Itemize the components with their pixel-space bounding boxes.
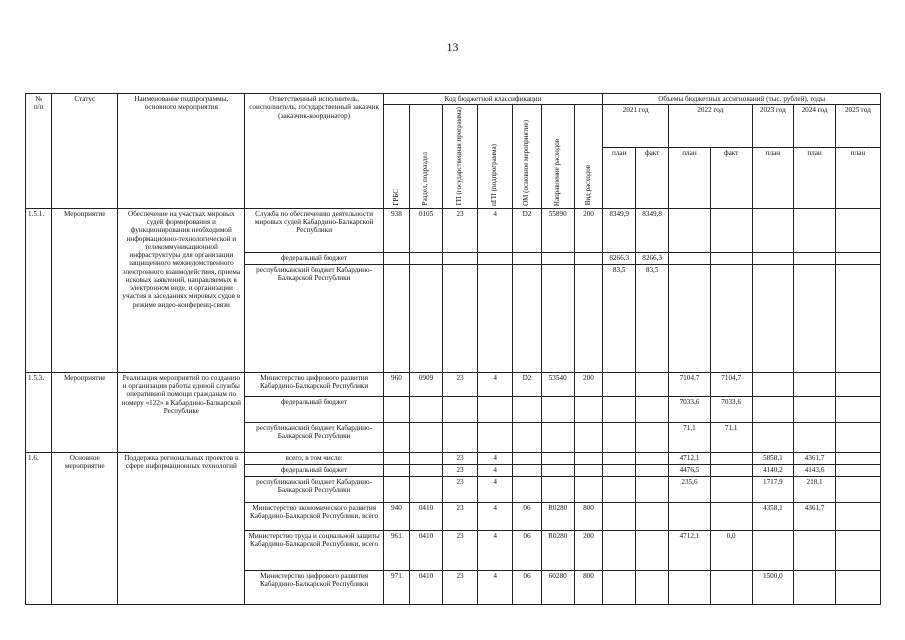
cell-p2023 (752, 422, 794, 452)
cell-pgp: 4 (478, 452, 513, 464)
cell-vid: 800 (574, 502, 603, 530)
cell-p2024 (794, 530, 836, 570)
cell-napr (541, 422, 574, 452)
header-code-label: ГП (государственная программа) (455, 107, 464, 206)
cell-p2024: 4143,6 (794, 464, 836, 476)
cell-p2022 (669, 208, 711, 252)
cell-f2022: 71,1 (710, 422, 752, 452)
cell-f2021 (636, 530, 669, 570)
cell-grbs: 940 (383, 502, 409, 530)
cell-f2022 (710, 252, 752, 264)
cell-pgp: 4 (478, 530, 513, 570)
cell-gp: 23 (442, 372, 477, 396)
cell-p2022: 7033,6 (669, 396, 711, 422)
cell-f2021: 8349,8 (636, 208, 669, 252)
cell-razdel (410, 476, 443, 502)
cell-p2021 (603, 570, 636, 604)
cell-p2023: 4358,1 (752, 502, 794, 530)
cell-pgp: 4 (478, 208, 513, 252)
cell-p2025 (835, 464, 880, 476)
header-status: Статус (52, 94, 118, 209)
cell-pgp: 4 (478, 570, 513, 604)
cell-vid: 200 (574, 372, 603, 396)
cell-p2024: 218,1 (794, 476, 836, 502)
cell-om: 06 (513, 570, 542, 604)
cell-om: 06 (513, 530, 542, 570)
header-code-label: пГП (подпрограмма) (490, 143, 499, 206)
cell-f2021 (636, 570, 669, 604)
cell-gp: 23 (442, 530, 477, 570)
cell-p2024 (794, 208, 836, 252)
header-name: Наименование подпрограммы, основного мероприятия (118, 94, 245, 209)
row-executor: федеральный бюджет (245, 464, 383, 476)
cell-p2021 (603, 464, 636, 476)
cell-pgp: 4 (478, 372, 513, 396)
table-row (26, 372, 881, 396)
cell-razdel (410, 264, 443, 372)
header-plan: план (669, 147, 711, 208)
row-number: 1.5.3. (26, 372, 52, 452)
cell-gp: 23 (442, 570, 477, 604)
cell-p2022: 4476,5 (669, 464, 711, 476)
header-code-label: Направление расходов (553, 138, 562, 206)
header-year-2022: 2022 год (669, 105, 752, 147)
cell-p2024 (794, 252, 836, 264)
cell-razdel: 0105 (410, 208, 443, 252)
cell-p2022 (669, 264, 711, 372)
cell-grbs: 971 (383, 570, 409, 604)
cell-gp: 23 (442, 452, 477, 464)
cell-vid (574, 452, 603, 464)
cell-razdel (410, 422, 443, 452)
cell-om: 06 (513, 502, 542, 530)
cell-p2021 (603, 530, 636, 570)
cell-p2024 (794, 422, 836, 452)
cell-gp (442, 396, 477, 422)
cell-f2022: 7033,6 (710, 396, 752, 422)
cell-grbs: 938 (383, 208, 409, 252)
cell-p2022: 71,1 (669, 422, 711, 452)
table-row (26, 452, 881, 464)
cell-om (513, 476, 542, 502)
header-executor: Ответственный исполнитель, соисполнитель, государственный заказчик (заказчик-координатор) (245, 94, 383, 209)
cell-pgp (478, 422, 513, 452)
cell-grbs (383, 452, 409, 464)
cell-vid (574, 264, 603, 372)
cell-om (513, 464, 542, 476)
header-code-2 (442, 105, 477, 208)
cell-napr: 60280 (541, 570, 574, 604)
cell-f2022 (710, 452, 752, 464)
cell-f2022 (710, 208, 752, 252)
cell-p2021 (603, 476, 636, 502)
cell-pgp (478, 264, 513, 372)
cell-p2022 (669, 252, 711, 264)
row-status: Мероприятие (52, 372, 118, 452)
cell-pgp: 4 (478, 464, 513, 476)
cell-gp (442, 422, 477, 452)
row-number: 1.5.1. (26, 208, 52, 372)
cell-gp: 23 (442, 464, 477, 476)
row-executor: Министерство цифрового развития Кабардино-Балкарской Республики (245, 372, 383, 396)
cell-p2025 (835, 422, 880, 452)
header-budget-code: Код бюджетной классификации (383, 94, 603, 105)
cell-grbs (383, 464, 409, 476)
cell-grbs (383, 476, 409, 502)
header-year-2025: 2025 год (835, 105, 880, 147)
cell-pgp: 4 (478, 476, 513, 502)
cell-vid (574, 464, 603, 476)
cell-p2025 (835, 570, 880, 604)
row-executor: всего, в том числе: (245, 452, 383, 464)
row-executor: республиканский бюджет Кабардино-Балкарской Республики (245, 264, 383, 372)
cell-f2021 (636, 422, 669, 452)
row-name: Поддержка региональных проектов в сфере информационных технологий (118, 452, 245, 604)
cell-p2025 (835, 452, 880, 464)
cell-p2022: 4712,1 (669, 530, 711, 570)
cell-om (513, 422, 542, 452)
cell-vid (574, 422, 603, 452)
cell-f2022 (710, 464, 752, 476)
cell-f2021 (636, 464, 669, 476)
row-number: 1.6. (26, 452, 52, 604)
header-code-label: Вид расходов (583, 165, 592, 206)
row-executor: федеральный бюджет (245, 396, 383, 422)
cell-pgp (478, 252, 513, 264)
cell-p2022: 4712,1 (669, 452, 711, 464)
cell-p2021: 8266,3 (603, 252, 636, 264)
cell-grbs (383, 252, 409, 264)
cell-vid: 200 (574, 208, 603, 252)
table-row (26, 208, 881, 252)
cell-vid: 200 (574, 530, 603, 570)
cell-p2023 (752, 208, 794, 252)
cell-f2021 (636, 396, 669, 422)
cell-p2025 (835, 502, 880, 530)
row-executor: Министерство экономического развития Кабардино-Балкарской Республики, всего (245, 502, 383, 530)
cell-napr (541, 264, 574, 372)
cell-p2021 (603, 396, 636, 422)
header-plan: план (603, 147, 636, 208)
cell-p2021 (603, 372, 636, 396)
cell-p2025 (835, 530, 880, 570)
cell-p2022 (669, 570, 711, 604)
cell-napr: R0280 (541, 502, 574, 530)
cell-p2022: 235,6 (669, 476, 711, 502)
cell-f2022: 7104,7 (710, 372, 752, 396)
header-fact: факт (710, 147, 752, 208)
cell-p2023: 5858,1 (752, 452, 794, 464)
cell-napr: 55890 (541, 208, 574, 252)
row-status: Мероприятие (52, 208, 118, 372)
header-plan: план (794, 147, 836, 208)
cell-p2022: 7104,7 (669, 372, 711, 396)
cell-p2024: 4361,7 (794, 452, 836, 464)
cell-razdel: 0909 (410, 372, 443, 396)
cell-grbs (383, 422, 409, 452)
cell-om (513, 396, 542, 422)
cell-vid (574, 252, 603, 264)
cell-f2022 (710, 570, 752, 604)
row-executor: Министерство труда и социальной защиты Кабардино-Балкарской Республики, всего (245, 530, 383, 570)
cell-grbs (383, 264, 409, 372)
cell-p2021: 83,5 (603, 264, 636, 372)
header-code-6 (574, 105, 603, 208)
header-code-3 (478, 105, 513, 208)
cell-f2021 (636, 476, 669, 502)
row-executor: Министерство цифрового развития Кабардино-Балкарской Республики (245, 570, 383, 604)
cell-razdel (410, 396, 443, 422)
row-name: Обеспечение на участках мировых судей формирования и функционирования необходимой информационно-технологической и телекоммуникационной инфраструктуры для организации защищенного межведомственного электронного взаимодействия, приема исковых заявлений, направляемых в электронном виде, и организации участия в заседаниях мировых судов в режиме видео-конференц-связи (118, 208, 245, 372)
cell-p2025 (835, 476, 880, 502)
cell-om (513, 264, 542, 372)
cell-f2021 (636, 502, 669, 530)
cell-gp: 23 (442, 502, 477, 530)
cell-p2023 (752, 372, 794, 396)
cell-p2023: 1717,9 (752, 476, 794, 502)
cell-gp (442, 264, 477, 372)
cell-vid: 800 (574, 570, 603, 604)
row-executor: Служба по обеспечению деятельности мировых судей Кабардино-Балкарской Республики (245, 208, 383, 252)
cell-p2023 (752, 396, 794, 422)
row-executor: республиканский бюджет Кабардино-Балкарской Республики (245, 422, 383, 452)
cell-p2021 (603, 502, 636, 530)
cell-p2023: 1500,0 (752, 570, 794, 604)
cell-om (513, 452, 542, 464)
header-year-2021: 2021 год (603, 105, 669, 147)
header-num: № п/п (26, 94, 52, 209)
cell-razdel: 0410 (410, 502, 443, 530)
cell-p2025 (835, 396, 880, 422)
cell-p2021: 8349,9 (603, 208, 636, 252)
cell-f2021: 8266,3 (636, 252, 669, 264)
cell-p2025 (835, 252, 880, 264)
cell-napr (541, 464, 574, 476)
cell-vid (574, 476, 603, 502)
header-code-label: ГРБС (391, 189, 400, 206)
header-code-label: Раздел, подраздел (421, 152, 430, 206)
header-plan: план (835, 147, 880, 208)
cell-om: D2 (513, 372, 542, 396)
header-code-5 (541, 105, 574, 208)
header-code-4 (513, 105, 542, 208)
cell-p2023 (752, 252, 794, 264)
cell-f2021: 83,5 (636, 264, 669, 372)
cell-gp: 23 (442, 208, 477, 252)
cell-p2024 (794, 264, 836, 372)
cell-grbs (383, 396, 409, 422)
cell-p2021 (603, 452, 636, 464)
cell-napr (541, 452, 574, 464)
cell-razdel: 0410 (410, 570, 443, 604)
cell-p2024: 4361,7 (794, 502, 836, 530)
cell-f2021 (636, 372, 669, 396)
cell-f2022 (710, 476, 752, 502)
header-year-2023: 2023 год (752, 105, 794, 147)
cell-vid (574, 396, 603, 422)
cell-p2025 (835, 372, 880, 396)
cell-f2021 (636, 452, 669, 464)
cell-napr: R0280 (541, 530, 574, 570)
cell-napr (541, 476, 574, 502)
header-fact: факт (636, 147, 669, 208)
cell-p2025 (835, 264, 880, 372)
row-executor: федеральный бюджет (245, 252, 383, 264)
cell-razdel (410, 252, 443, 264)
cell-pgp (478, 396, 513, 422)
cell-p2024 (794, 396, 836, 422)
cell-p2023 (752, 530, 794, 570)
cell-napr (541, 252, 574, 264)
header-code-1 (410, 105, 443, 208)
cell-p2023: 4140,2 (752, 464, 794, 476)
cell-p2024 (794, 372, 836, 396)
row-executor: республиканский бюджет Кабардино-Балкарской Республики (245, 476, 383, 502)
cell-razdel (410, 464, 443, 476)
header-year-2024: 2024 год (794, 105, 836, 147)
cell-gp: 23 (442, 476, 477, 502)
header-plan: план (752, 147, 794, 208)
cell-razdel (410, 452, 443, 464)
cell-p2024 (794, 570, 836, 604)
cell-f2022 (710, 502, 752, 530)
page-number: 13 (446, 40, 459, 54)
cell-p2022 (669, 502, 711, 530)
cell-grbs: 960 (383, 372, 409, 396)
cell-om: D2 (513, 208, 542, 252)
header-volumes: Объемы бюджетных ассигнований (тыс. рублей), годы (603, 94, 881, 105)
cell-gp (442, 252, 477, 264)
cell-f2022: 0,0 (710, 530, 752, 570)
cell-om (513, 252, 542, 264)
cell-p2025 (835, 208, 880, 252)
cell-p2021 (603, 422, 636, 452)
row-name: Реализация мероприятий по созданию и организации работы единой службы оперативной помощи гражданам по номеру «122» в Кабардино-Балкарской Республике (118, 372, 245, 452)
cell-p2023 (752, 264, 794, 372)
cell-f2022 (710, 264, 752, 372)
header-code-0 (383, 105, 409, 208)
cell-pgp: 4 (478, 502, 513, 530)
header-code-label: ОМ (основное мероприятие) (522, 119, 531, 206)
row-status: Основное мероприятие (52, 452, 118, 604)
cell-grbs: 961 (383, 530, 409, 570)
cell-razdel: 0410 (410, 530, 443, 570)
cell-napr: 53540 (541, 372, 574, 396)
cell-napr (541, 396, 574, 422)
budget-table (25, 93, 881, 605)
